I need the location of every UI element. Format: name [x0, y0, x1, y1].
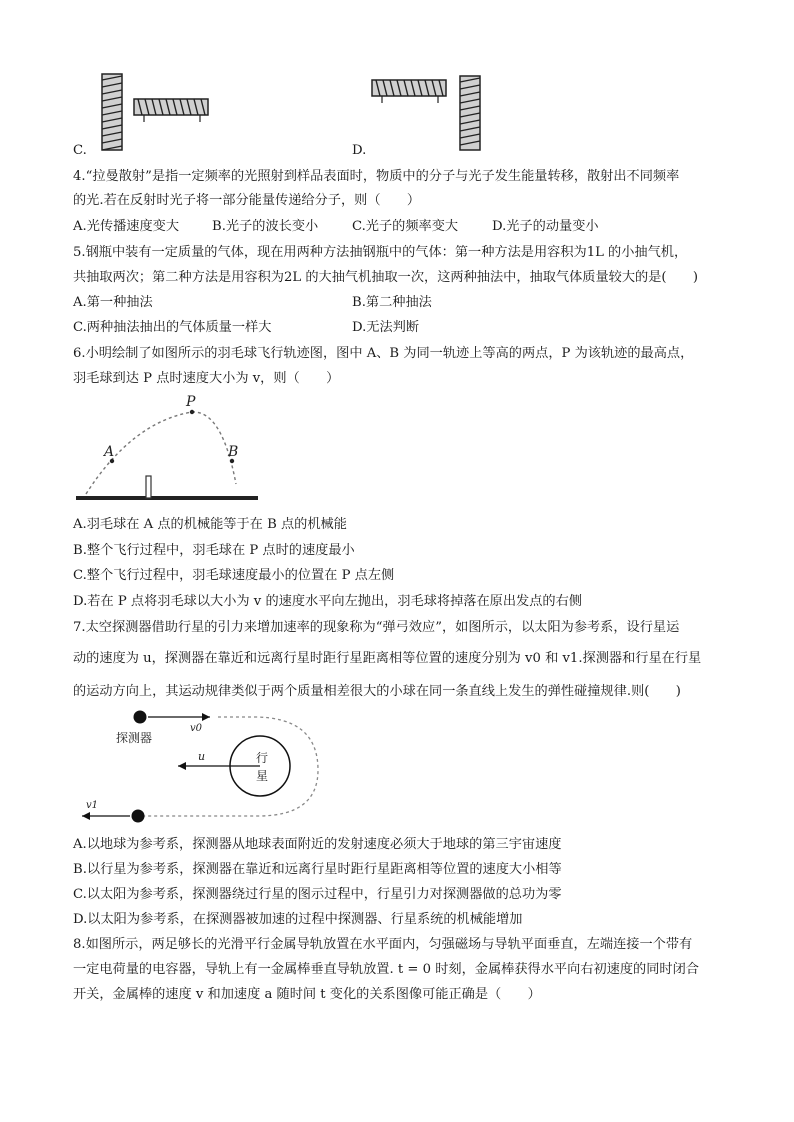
q5-stem-line2: 共抽取两次；第二种方法是用容积为2L 的大抽气机抽取一次，这两种抽法中，抽取气体质量较大的是( ) [73, 270, 699, 285]
q8-stem-line3: 开关，金属棒的速度 v 和加速度 a 随时间 t 变化的关系图像可能正确是（ ） [73, 987, 541, 1002]
planet-label-2: 星 [256, 769, 269, 783]
v0-label: v0 [190, 723, 203, 734]
q6-option-b: B.整个飞行过程中，羽毛球在 P 点时的速度最小 [73, 543, 355, 558]
q5-stem-line1: 5.钢瓶中装有一定质量的气体，现在用两种方法抽钢瓶中的气体：第一种方法是用容积为1L 的小抽气机， [73, 245, 688, 260]
q7-stem-line3: 的运动方向上，其运动规律类似于两个质量相差很大的小球在同一条直线上发生的弹性碰撞规律.则( ) [73, 684, 681, 699]
q7-option-b: B.以行星为参考系，探测器在靠近和远离行星时距行星距离相等位置的速度大小相等 [73, 862, 562, 877]
q7-stem-line1: 7.太空探测器借助行星的引力来增加速率的现象称为“弹弓效应”，如图所示，以太阳为参考系，设行星运 [73, 620, 680, 635]
q6-option-c: C.整个飞行过程中，羽毛球速度最小的位置在 P 点左侧 [73, 568, 395, 583]
q3-option-d-label: D. [352, 143, 367, 158]
q7-option-a: A.以地球为参考系，探测器从地球表面附近的发射速度必须大于地球的第三宇宙速度 [73, 837, 562, 852]
q4-option-a: A.光传播速度变大 [73, 219, 180, 234]
point-b-label: B [228, 444, 239, 460]
net-post [146, 476, 151, 498]
q6-stem-line2: 羽毛球到达 P 点时速度大小为 v，则（ ） [73, 371, 340, 386]
probe-incoming [134, 711, 147, 724]
planet-label-1: 行 [256, 751, 269, 765]
q4-stem-line1: 4.“拉曼散射”是指一定频率的光照射到样品表面时，物质中的分子与光子发生能量转移，散射出不同频率 [73, 169, 680, 184]
q4-option-d: D.光子的动量变小 [492, 219, 599, 234]
point-p-label: P [186, 394, 196, 410]
point-p-dot [190, 410, 194, 414]
q4-option-c: C.光子的频率变大 [352, 219, 459, 234]
q3-option-d-figure [368, 72, 498, 154]
v1-label: v1 [86, 800, 99, 811]
probe-label: 探测器 [116, 731, 153, 745]
q6-stem-line1: 6.小明绘制了如图所示的羽毛球飞行轨迹图，图中 A、B 为同一轨迹上等高的两点，P 为该轨迹的最高点， [73, 346, 694, 361]
q5-option-b: B.第二种抽法 [352, 295, 432, 310]
q5-option-d: D.无法判断 [352, 320, 420, 335]
q7-option-c: C.以太阳为参考系，探测器绕过行星的图示过程中，行星引力对探测器做的总功为零 [73, 887, 562, 902]
q7-slingshot-figure [78, 708, 338, 830]
q7-option-d: D.以太阳为参考系，在探测器被加速的过程中探测器、行星系统的机械能增加 [73, 912, 523, 927]
q8-stem-line2: 一定电荷量的电容器，导轨上有一金属棒垂直导轨放置. t = 0 时刻，金属棒获得水平向右初速度的同时闭合 [73, 962, 699, 977]
q6-trajectory-figure [72, 392, 262, 508]
q3-option-c-figure [96, 72, 216, 154]
q6-option-a: A.羽毛球在 A 点的机械能等于在 B 点的机械能 [73, 517, 347, 532]
q5-option-a: A.第一种抽法 [73, 295, 153, 310]
q4-stem-line2: 的光.若在反射时光子将一部分能量传递给分子，则（ ） [73, 193, 421, 208]
q3-option-c-label: C. [73, 143, 87, 158]
point-a-label: A [104, 444, 115, 460]
q7-stem-line2: 动的速度为 u，探测器在靠近和远离行星时距行星距离相等位置的速度分别为 v0 和 v1.探测器和行星在行星 [73, 651, 702, 666]
q8-stem-line1: 8.如图所示，两足够长的光滑平行金属导轨放置在水平面内，匀强磁场与导轨平面垂直，左端连接一个带有 [73, 937, 693, 952]
q4-option-b: B.光子的波长变小 [212, 219, 319, 234]
probe-outgoing [132, 810, 145, 823]
u-label: u [198, 750, 206, 763]
q5-option-c: C.两种抽法抽出的气体质量一样大 [73, 320, 272, 335]
q6-option-d: D.若在 P 点将羽毛球以大小为 v 的速度水平向左抛出，羽毛球将掉落在原出发点的右侧 [73, 594, 582, 609]
